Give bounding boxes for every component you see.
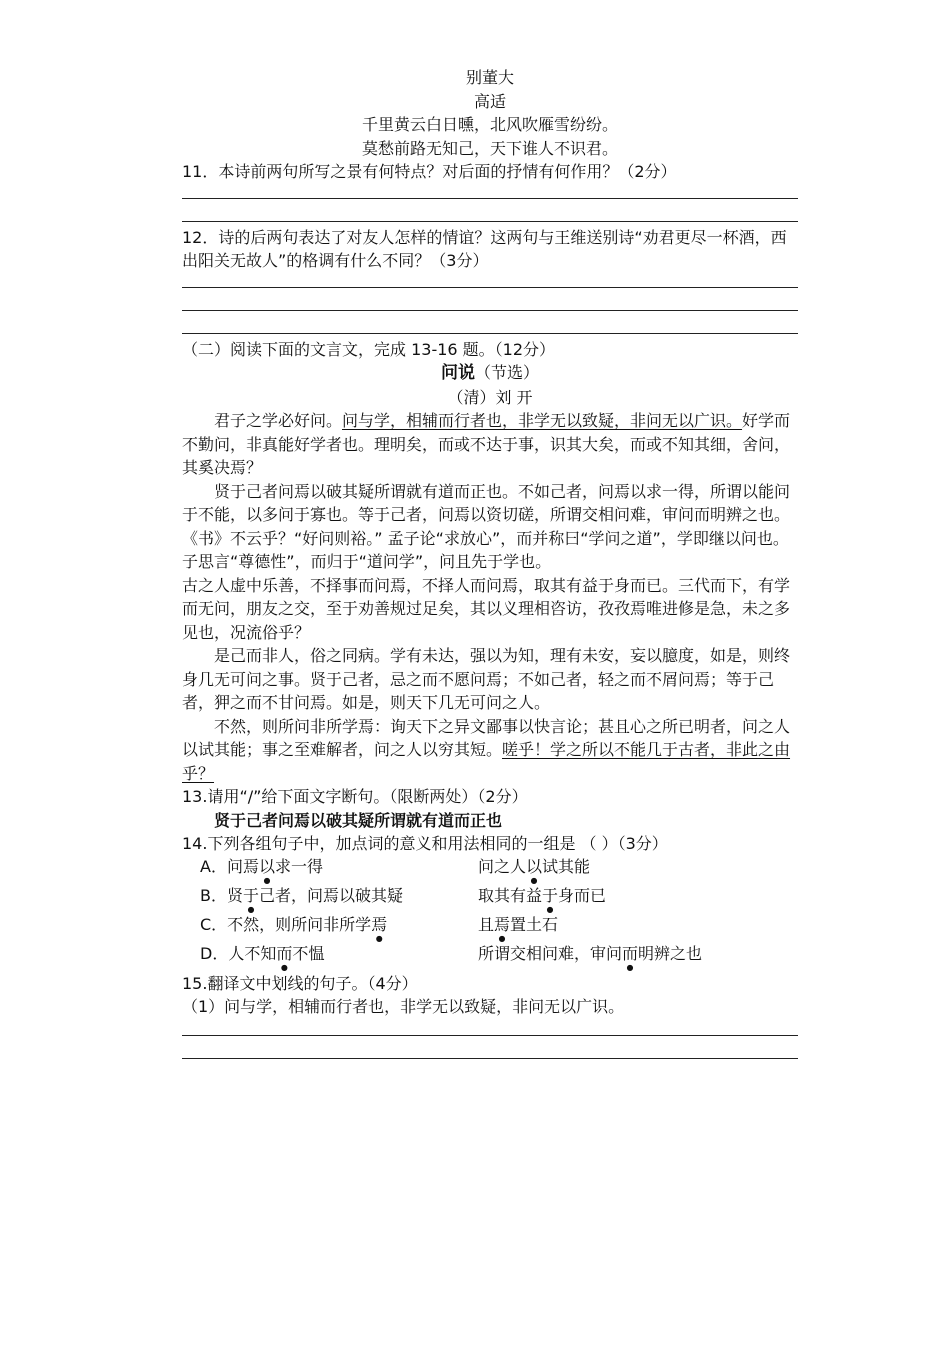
option-b (182, 885, 798, 914)
option-text: B．贤 (200, 886, 243, 905)
dotted-word: 焉 (494, 915, 511, 934)
passage-paragraph-4: 是己而非人，俗之同病。学有未达，强以为知，理有未安，妄以臆度，如是，则终身几无可问之事。贤于己者，忌之而不愿问焉；不如己者，轻之而不屑问焉；等于己者，狎之而不甘问焉。如是，则天下几无可问之人。 (182, 646, 791, 712)
option-text: C．不然，则所问非所学 (200, 915, 372, 934)
option-a (182, 856, 798, 885)
option-left (182, 942, 478, 972)
passage-title-row (182, 361, 798, 386)
passage-paragraph-5 (182, 715, 798, 786)
question-11: 11．本诗前两句所写之景有何特点？对后面的抒情有何作用？（2分） (182, 162, 677, 181)
dotted-word: 而 (622, 944, 639, 963)
option-text: 问之人 (478, 857, 527, 876)
option-right (478, 942, 798, 972)
option-text: 试其能 (542, 857, 591, 876)
option-left (182, 884, 478, 914)
option-text: 己者，问焉以破其疑 (259, 886, 404, 905)
answer-line (182, 1058, 798, 1059)
option-left (182, 855, 478, 885)
passage-text: 君子之学必好问。 (214, 411, 343, 430)
passage-title: 问说 (440, 363, 475, 383)
question-14: 14.下列各组句子中，加点词的意义和用法相同的一组是 （ ）（3分） (182, 834, 668, 853)
dotted-word: 于 (242, 886, 259, 905)
section-heading: （二）阅读下面的文言文，完成 13-16 题。（12分） (182, 339, 556, 359)
question-15-sub1: （1）问与学，相辅而行者也，非学无以致疑，非问无以广识。 (182, 997, 625, 1016)
option-text: 取其有益 (478, 886, 543, 905)
option-c (182, 914, 798, 943)
option-text: 不愠 (292, 944, 325, 963)
dotted-word: 以 (526, 857, 543, 876)
option-text: 且 (478, 915, 495, 934)
exam-page (182, 66, 798, 1059)
option-d (182, 943, 798, 972)
passage-text: 不然，则所问非所学焉：询天下之异文鄙事以快言论；甚且心之所已明者，问之人以试其能；事之至难解者，问之人以穷其短。 (182, 716, 791, 759)
question-13-sentence: 贤于己者问焉以破其疑所谓就有道而正也 (214, 810, 503, 830)
option-right (478, 884, 798, 914)
option-text: 所谓交相问难，审问 (478, 944, 623, 963)
passage-paragraph-2: 贤于己者问焉以破其疑所谓就有道而正也。不如己者，问焉以求一得，所谓以能问于不能，以多问于寡也。等于己者，问焉以资切磋，所谓交相问难，审问而明辨之也。《书》不云乎？“好问则裕。” 孟子论“求放心”，而并称曰“学问之道”，学即继以问也。子思言“尊德性”，而归于“道问学”，问且先于学也。 (182, 481, 791, 571)
option-right (478, 855, 798, 885)
option-text: A．问焉 (200, 857, 259, 876)
dotted-word: 而 (276, 944, 293, 963)
passage-author: （清）刘 开 (447, 387, 533, 407)
passage-paragraph-1 (182, 409, 798, 480)
dotted-word: 以 (258, 857, 275, 876)
question-15: 15.翻译文中划线的句子。（4分） (182, 973, 418, 993)
option-text: D．人不知 (200, 944, 277, 963)
passage-title-note: （节选） (474, 363, 539, 382)
option-text: 明辨之也 (638, 944, 703, 963)
option-left (182, 913, 478, 943)
dotted-word: 于 (542, 886, 559, 905)
passage-paragraph-3: 古之人虚中乐善，不择事而问焉，不择人而问焉，取其有益于身而已。三代而下，有学而无问，朋友之交，至于劝善规过足矣，其以义理相咨访，孜孜焉唯进修是急，未之多见也，况流俗乎？ (182, 575, 791, 642)
question-12: 12．诗的后两句表达了对友人怎样的情谊？这两句与王维送别诗“劝君更尽一杯酒，西出阳关无故人”的格调有什么不同？（3分） (182, 227, 787, 270)
option-right (478, 913, 798, 943)
option-text: 身而已 (558, 886, 607, 905)
poem-line-2: 莫愁前路无知己，天下谁人不识君。 (361, 138, 618, 158)
underlined-sentence: 问与学，相辅而行者也，非学无以致疑，非问无以广识。 (342, 411, 743, 430)
option-text: 置土石 (510, 915, 559, 934)
poem-line-1: 千里黄云白日曛，北风吹雁雪纷纷。 (361, 115, 618, 134)
poem-title: 别董大 (465, 68, 514, 87)
option-text: 求一得 (274, 857, 323, 876)
underlined-sentence: 嗟乎！学之所以不能几于古者，非此之由乎？ (182, 740, 791, 783)
passage-text: 好学而不勤问，非真能好学者也。理明矣，而或不达于事，识其大矣，而或不知其细，舍问，其奚决焉？ (182, 411, 791, 477)
dotted-word: 焉 (371, 915, 388, 934)
question-13: 13.请用“/”给下面文字断句。（限断两处）（2分） (182, 787, 528, 806)
poem-author: 高适 (473, 91, 506, 111)
